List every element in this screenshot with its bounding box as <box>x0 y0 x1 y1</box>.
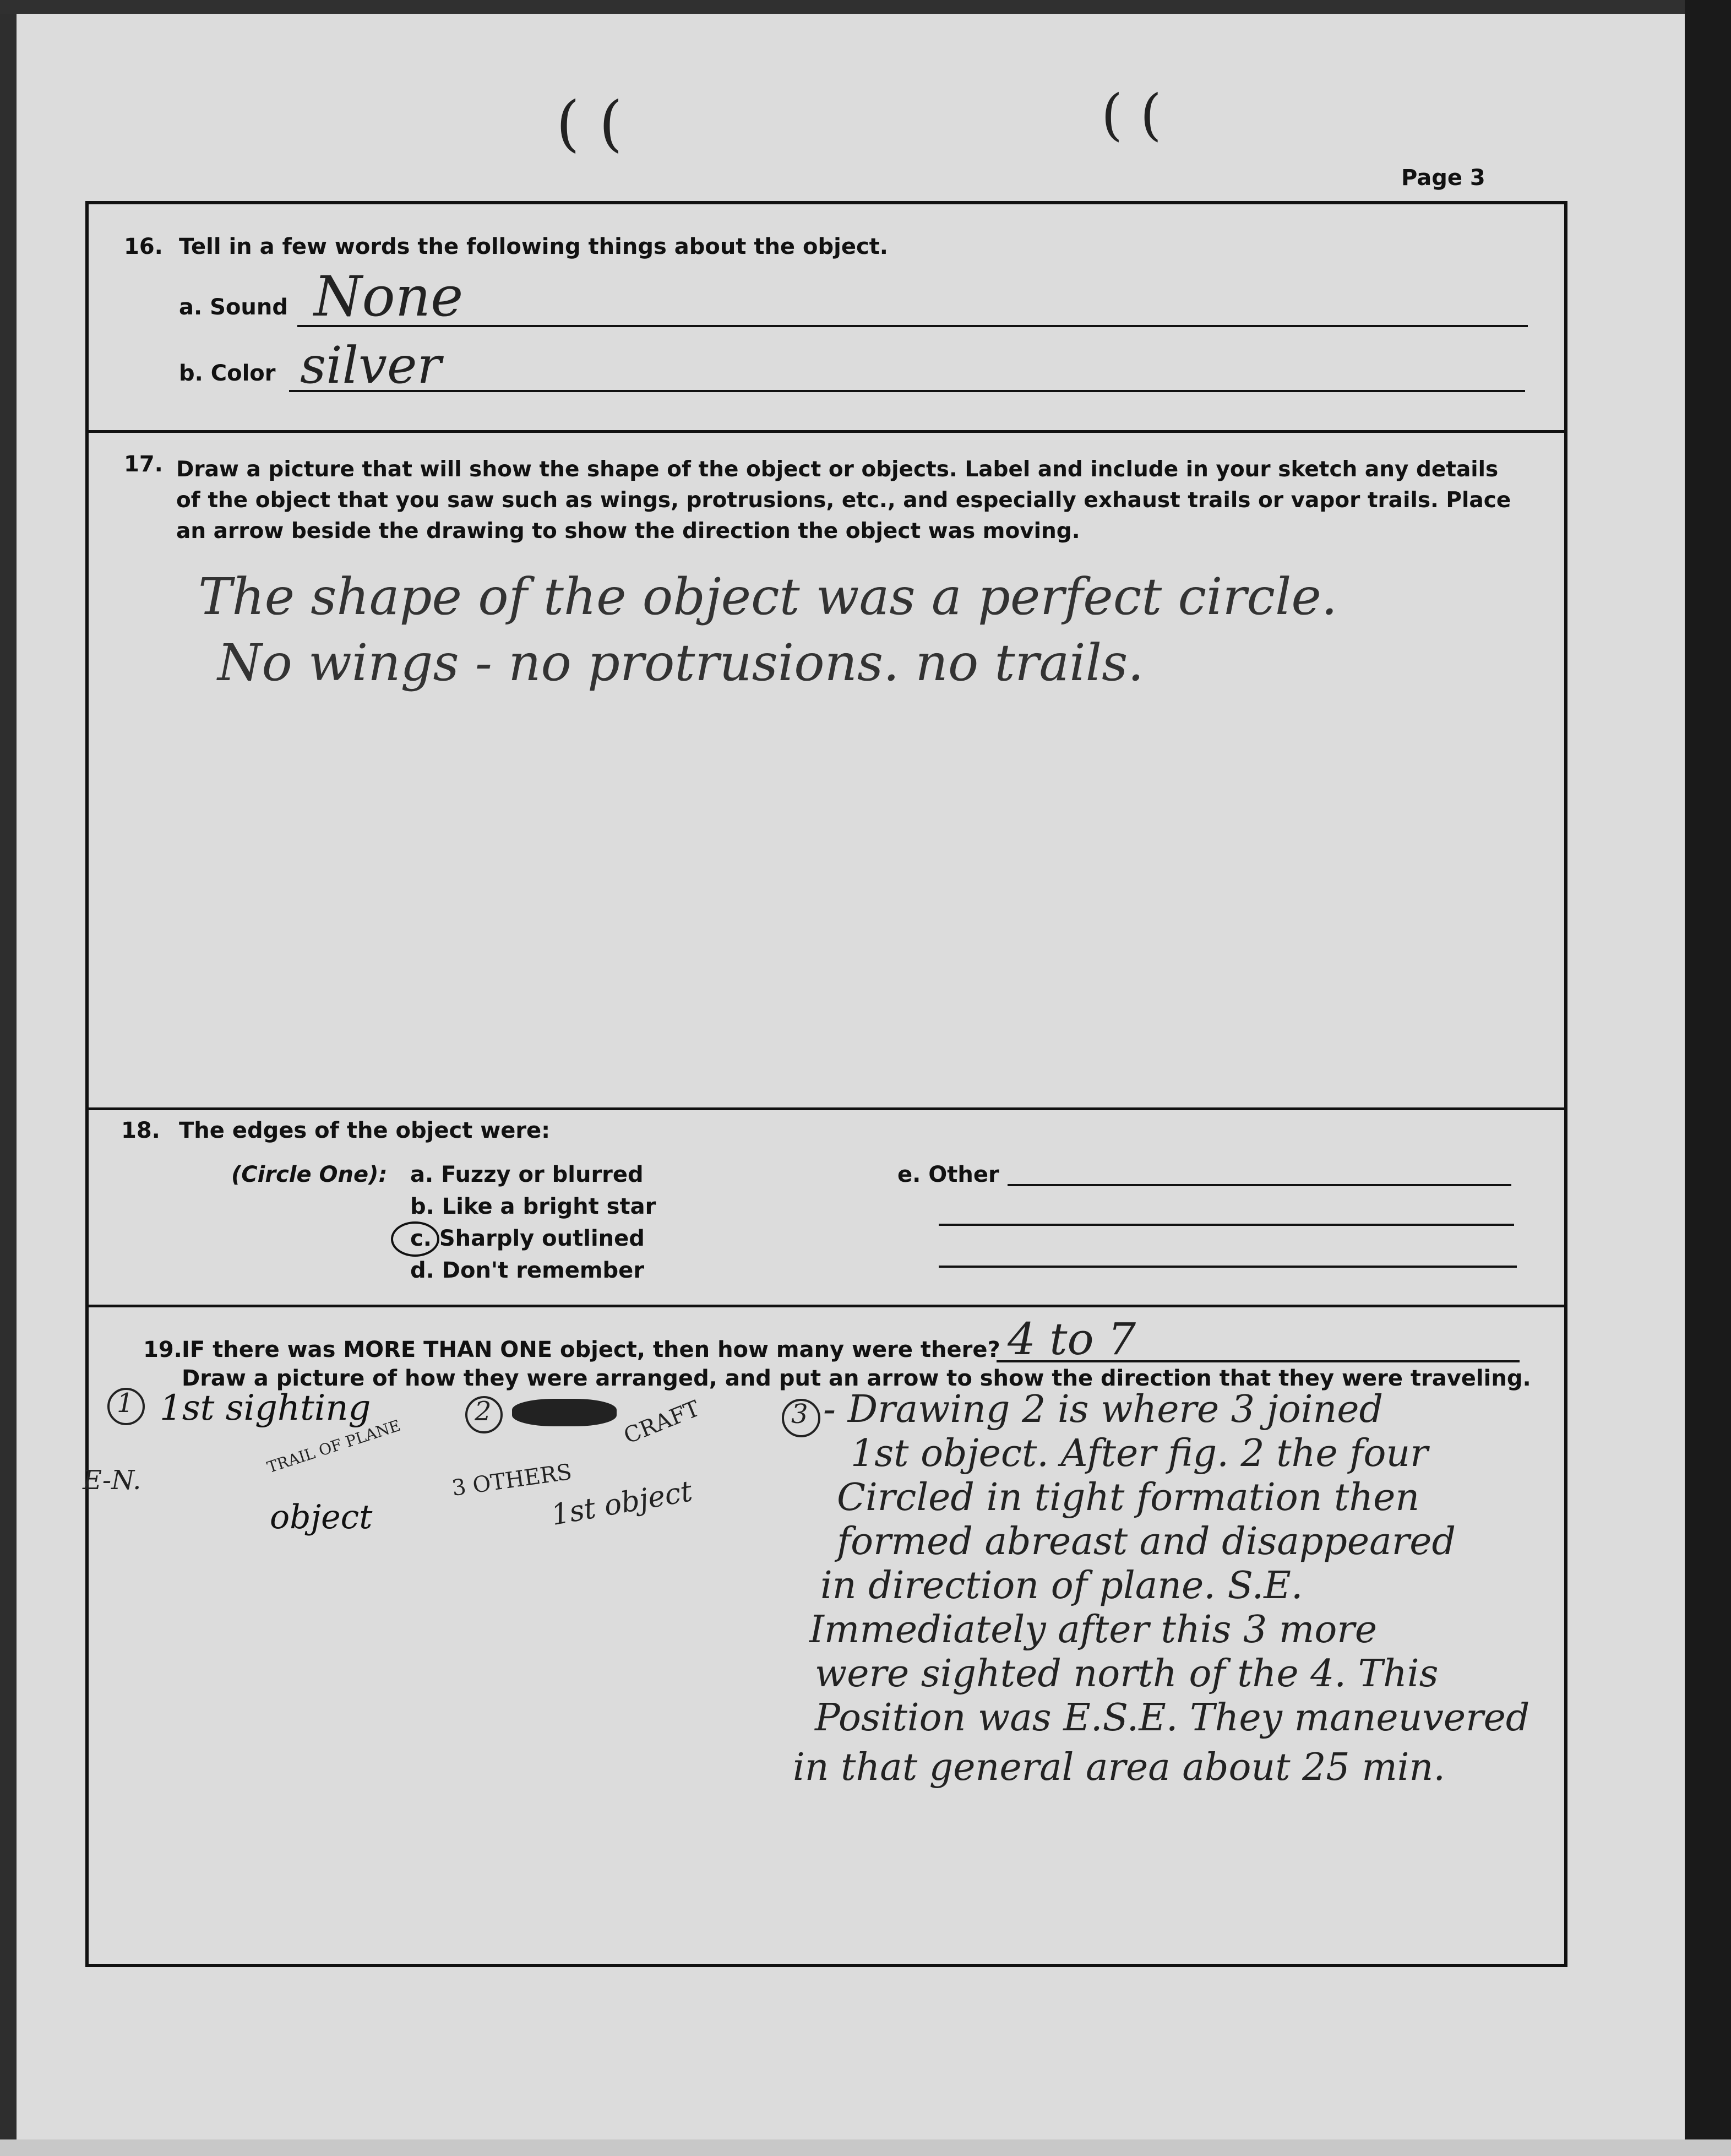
sketch2-scribble <box>512 1399 617 1426</box>
q19-number: 19. <box>143 1337 182 1362</box>
q16-number: 16. <box>124 234 163 259</box>
q17-answer-line1: The shape of the object was a perfect circle. <box>198 567 1338 626</box>
q17-prompt-line3: an arrow beside the drawing to show the direction the object was moving. <box>176 519 1080 544</box>
sketch2-others-label: 3 OTHERS <box>450 1459 574 1502</box>
binding-mark-left: ( ( <box>556 88 623 159</box>
sketch1-direction: E-N. <box>83 1465 141 1496</box>
q18-option-c-circle-mark <box>391 1221 439 1257</box>
q16-sound-value: None <box>314 264 464 329</box>
note3-line6: Immediately after this 3 more <box>809 1608 1378 1652</box>
note3-line7: were sighted north of the 4. This <box>815 1652 1439 1696</box>
note3-line4: formed abreast and disappeared <box>837 1520 1456 1563</box>
q18-option-e: e. Other <box>897 1162 999 1187</box>
q18-circle-one: (Circle One): <box>231 1162 388 1187</box>
q18-prompt: The edges of the object were: <box>179 1118 551 1143</box>
note3-line9: in that general area about 25 min. <box>793 1746 1445 1789</box>
divider-18-19 <box>89 1305 1564 1307</box>
note3-line3: Circled in tight formation then <box>837 1476 1420 1519</box>
note3-line5: in direction of plane. S.E. <box>820 1564 1303 1608</box>
q18-number: 18. <box>121 1118 160 1143</box>
q16-color-label: b. Color <box>179 361 276 386</box>
scan-top-edge <box>0 0 1731 14</box>
scan-bottom-edge <box>0 2139 1731 2156</box>
scan-right-edge <box>1685 0 1731 2156</box>
sketch1-title: 1st sighting <box>160 1388 371 1429</box>
note3-number: 3 <box>791 1399 808 1430</box>
q17-prompt-line2: of the object that you saw such as wings, protrusions, etc., and especially exhaust trails or vapor trails. Place <box>176 488 1511 513</box>
binding-mark-right: ( ( <box>1101 83 1162 147</box>
q17-answer-line2: No wings - no protrusions. no trails. <box>217 633 1144 692</box>
q18-option-b: b. Like a bright star <box>410 1194 656 1219</box>
q16-color-line <box>289 390 1525 392</box>
sketch1-trail-label: TRAIL OF PLANE <box>265 1416 403 1477</box>
divider-17-18 <box>89 1107 1564 1110</box>
sketch2-first-object-label: 1st object <box>548 1474 695 1533</box>
q19-prompt-line2: Draw a picture of how they were arranged, and put an arrow to show the direction that they were traveling. <box>182 1366 1531 1391</box>
q16-color-value: silver <box>300 336 442 395</box>
q17-prompt-line1: Draw a picture that will show the shape of the object or objects. Label and include in your sketch any details <box>176 457 1499 482</box>
q19-prompt-line1: IF there was MORE THAN ONE object, then how many were there? <box>182 1337 1000 1362</box>
sketch2-craft-label: CRAFT <box>620 1395 704 1449</box>
q16-prompt: Tell in a few words the following things about the object. <box>179 234 888 259</box>
note3-line2: 1st object. After fig. 2 the four <box>851 1432 1428 1475</box>
sketch1-object-label: object <box>270 1498 373 1536</box>
q16-sound-label: a. Sound <box>179 295 288 320</box>
note3-line1: - Drawing 2 is where 3 joined <box>823 1388 1384 1431</box>
page-number: Page 3 <box>1401 165 1485 191</box>
divider-16-17 <box>89 430 1564 433</box>
q16-sound-line <box>297 325 1528 327</box>
q18-option-c: c. Sharply outlined <box>410 1226 645 1251</box>
sketch2-number: 2 <box>475 1396 492 1427</box>
q18-other-line3 <box>939 1266 1517 1268</box>
sketch1-number: 1 <box>117 1388 134 1419</box>
note3-line8: Position was E.S.E. They maneuvered <box>815 1696 1530 1740</box>
q18-other-line2 <box>939 1224 1514 1226</box>
q17-number: 17. <box>124 452 163 477</box>
q19-count-value: 4 to 7 <box>1008 1313 1136 1365</box>
q18-other-line1 <box>1008 1184 1511 1186</box>
q18-option-a: a. Fuzzy or blurred <box>410 1162 644 1187</box>
q18-option-d: d. Don't remember <box>410 1258 645 1283</box>
